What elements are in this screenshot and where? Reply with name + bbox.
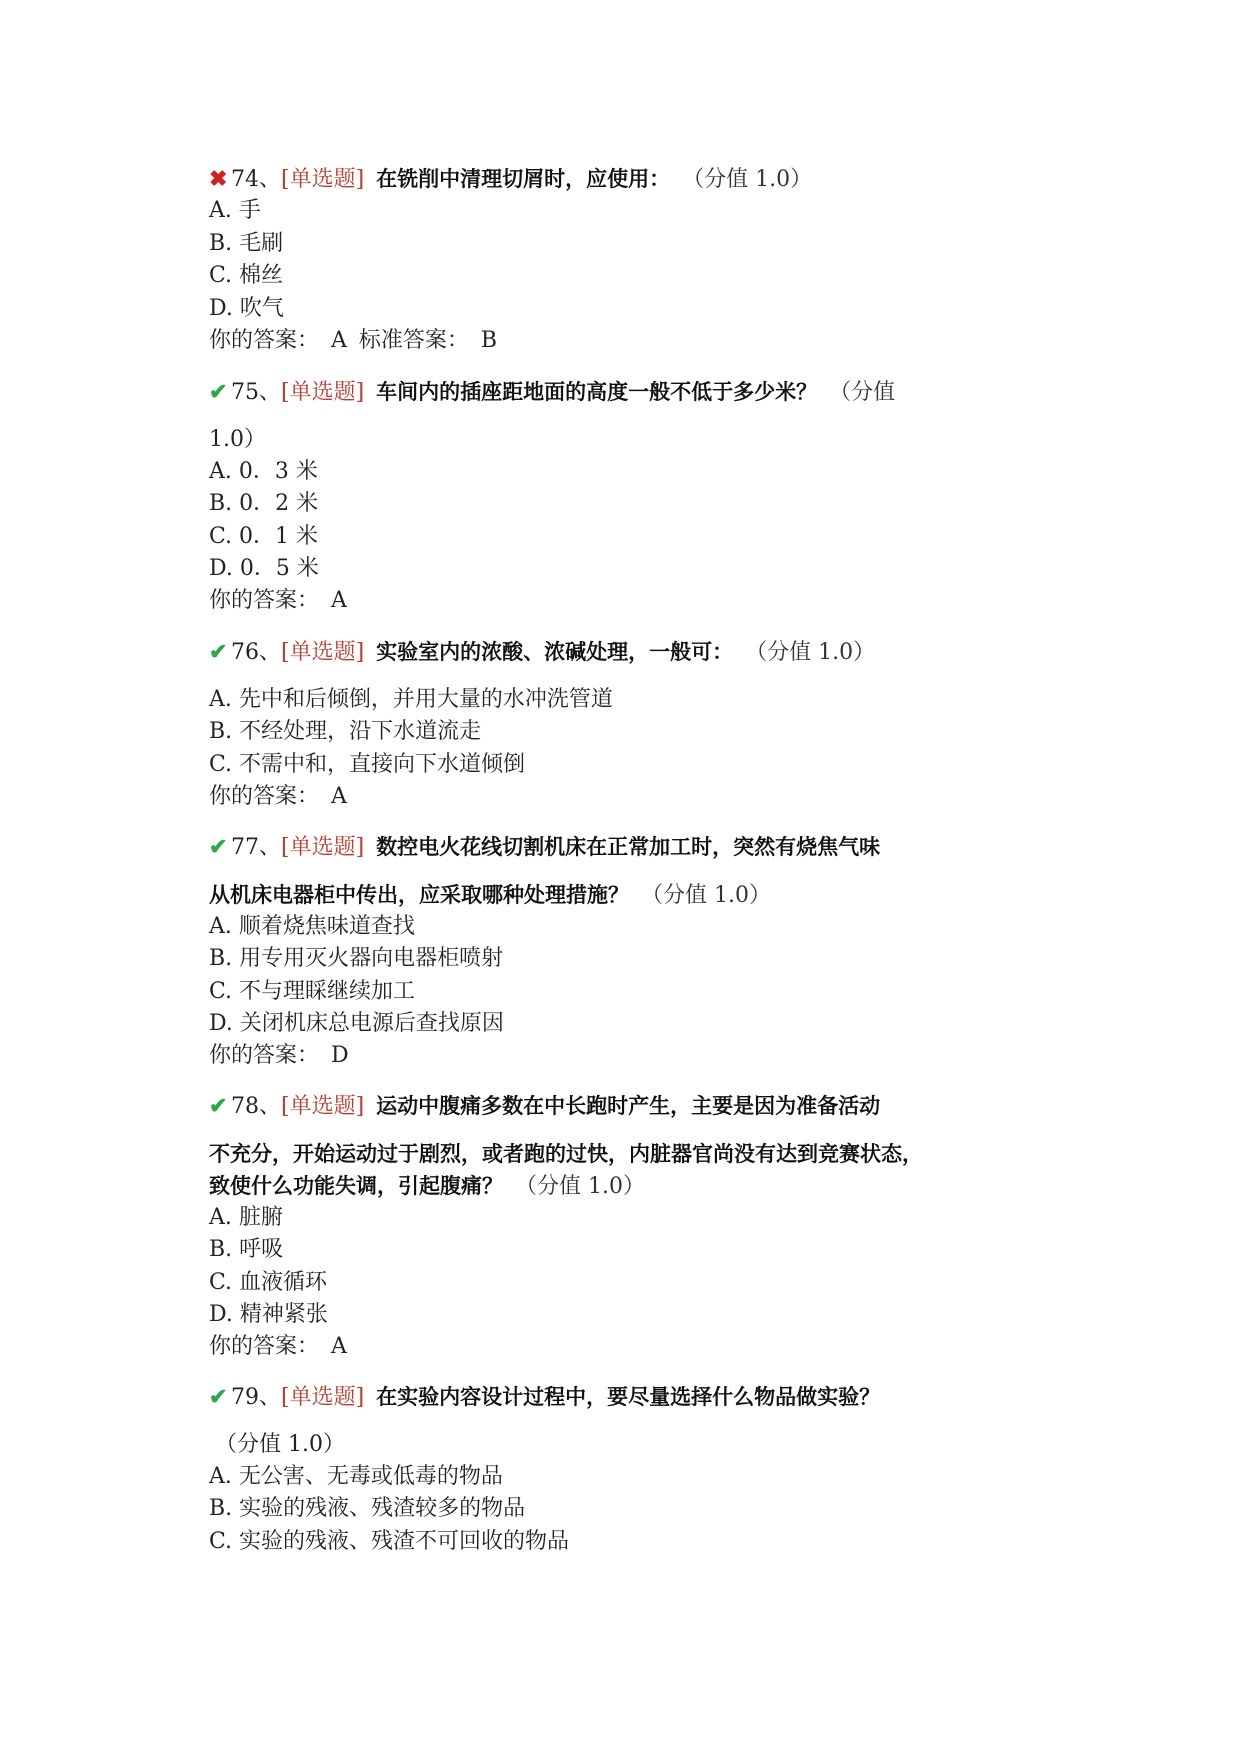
question-stem: 实验室内的浓酸、浓碱处理，一般可：: [376, 640, 734, 664]
option: D. 0．5 米: [209, 556, 319, 581]
question-score: （分值 1.0）: [215, 1432, 345, 1457]
option: B. 实验的残液、残渣较多的物品: [209, 1496, 526, 1521]
option: A. 无公害、无毒或低毒的物品: [209, 1464, 503, 1489]
your-answer-label: 你的答案：: [209, 588, 320, 613]
option: B. 呼吸: [209, 1237, 284, 1262]
question-score: （分值 1.0）: [641, 883, 771, 908]
check-mark-icon: ✔: [209, 379, 228, 405]
your-answer-label: 你的答案：: [209, 784, 320, 809]
question-number: 76、: [231, 640, 281, 665]
question-stem: 从机床电器柜中传出，应采取哪种处理措施？: [209, 883, 629, 907]
your-answer-label: 你的答案：: [209, 1043, 320, 1068]
option: C. 不需中和，直接向下水道倾倒: [209, 752, 526, 777]
option: D. 精神紧张: [209, 1302, 328, 1327]
question-stem: 车间内的插座距地面的高度一般不低于多少米？: [376, 380, 818, 404]
question-number: 79、: [231, 1385, 281, 1410]
question-76-header: [209, 636, 875, 669]
your-answer: A: [331, 784, 347, 809]
question-79-header: [209, 1381, 880, 1414]
option: C. 0．1 米: [209, 524, 319, 549]
question-type: [单选题]: [281, 835, 365, 860]
question-75-header: [209, 376, 895, 409]
your-answer: A: [331, 328, 347, 353]
option: A. 先中和后倾倒，并用大量的水冲洗管道: [209, 687, 613, 712]
question-type: [单选题]: [281, 1094, 365, 1119]
question-stem: 数控电火花线切割机床在正常加工时，突然有烧焦气味: [376, 835, 881, 859]
question-stem: 致使什么功能失调，引起腹痛？: [209, 1174, 503, 1198]
question-stem: 在铣削中清理切屑时，应使用：: [376, 167, 671, 191]
question-score: （分值: [829, 380, 896, 405]
option: B. 不经处理，沿下水道流走: [209, 719, 482, 744]
option: C. 血液循环: [209, 1270, 328, 1295]
your-answer-label: 你的答案：: [209, 1334, 320, 1359]
check-mark-icon: ✔: [209, 834, 228, 860]
your-answer: D: [331, 1043, 349, 1068]
check-mark-icon: ✔: [209, 1384, 228, 1410]
option: A. 手: [209, 198, 261, 223]
option: C. 实验的残液、残渣不可回收的物品: [209, 1529, 570, 1554]
option: B. 0．2 米: [209, 491, 319, 516]
question-stem-line-3: [209, 1170, 645, 1203]
question-continuation: 1.0）: [209, 427, 266, 452]
question-type: [单选题]: [281, 167, 365, 192]
wrong-mark-icon: ✖: [209, 166, 228, 192]
option: B. 用专用灭火器向电器柜喷射: [209, 946, 504, 971]
option: B. 毛刷: [209, 231, 284, 256]
option: C. 不与理睬继续加工: [209, 979, 416, 1004]
question-type: [单选题]: [281, 1385, 365, 1410]
option: A. 0．3 米: [209, 459, 318, 484]
standard-answer-label: 标准答案：: [358, 328, 469, 353]
question-type: [单选题]: [281, 640, 365, 665]
check-mark-icon: ✔: [209, 1093, 228, 1119]
option: C. 棉丝: [209, 263, 284, 288]
check-mark-icon: ✔: [209, 639, 228, 665]
your-answer: A: [331, 588, 347, 613]
option: D. 吹气: [209, 296, 284, 321]
question-number: 77、: [231, 835, 281, 860]
option: A. 脏腑: [209, 1205, 283, 1230]
question-stem-line-2: [209, 879, 771, 912]
option: A. 顺着烧焦味道查找: [209, 914, 415, 939]
question-type: [单选题]: [281, 380, 365, 405]
answer-line: [209, 325, 497, 357]
question-number: 74、: [231, 167, 281, 192]
your-answer: A: [331, 1334, 347, 1359]
question-score: （分值 1.0）: [745, 640, 876, 665]
your-answer-label: 你的答案：: [209, 328, 320, 353]
question-score: （分值 1.0）: [682, 167, 813, 192]
option: D. 关闭机床总电源后查找原因: [209, 1011, 504, 1036]
question-number: 75、: [231, 380, 281, 405]
question-77-header: [209, 831, 880, 864]
standard-answer: B: [480, 328, 498, 353]
answer-line: [209, 781, 347, 813]
question-stem-line-2: 不充分，开始运动过于剧烈，或者跑的过快，内脏器官尚没有达到竞赛状态，: [209, 1142, 923, 1166]
question-78-header: [209, 1090, 880, 1123]
answer-line: [209, 1040, 349, 1072]
question-stem: 运动中腹痛多数在中长跑时产生，主要是因为准备活动: [376, 1094, 881, 1118]
answer-line: [209, 585, 347, 617]
question-stem: 在实验内容设计过程中，要尽量选择什么物品做实验？: [376, 1385, 881, 1409]
question-score: （分值 1.0）: [515, 1174, 645, 1199]
question-number: 78、: [231, 1094, 281, 1119]
question-74-header: [209, 163, 812, 196]
answer-line: [209, 1331, 347, 1363]
